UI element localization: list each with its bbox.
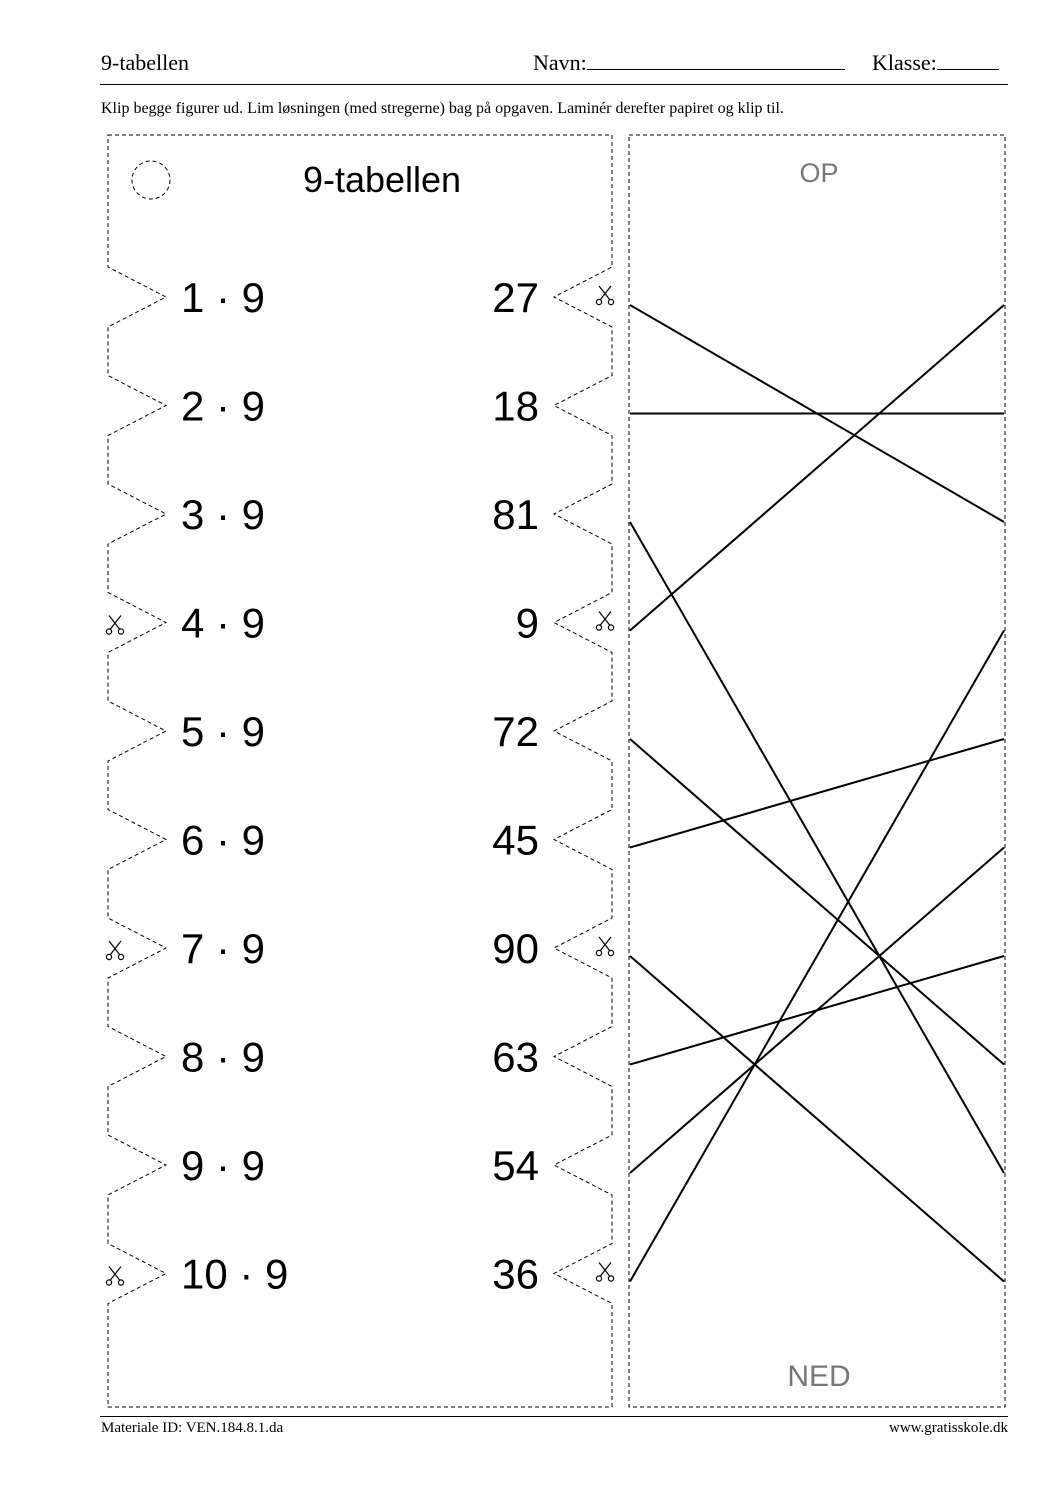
answer-item: 72 [492, 708, 539, 755]
problem-item: 6 · 9 [181, 816, 266, 864]
answer-item: 81 [492, 491, 539, 538]
problem-item: 2 · 9 [181, 382, 266, 430]
answer-item: 90 [492, 925, 539, 972]
problem-item: 5 · 9 [181, 708, 266, 755]
website-link[interactable]: www.gratisskole.dk [888, 1420, 1008, 1436]
solution-line [630, 848, 1004, 1174]
solution-line [630, 631, 1004, 1282]
solution-line [630, 739, 1004, 1065]
answer-item: 9 [515, 599, 539, 647]
problem-list [181, 274, 288, 1298]
card-title: 9-tabellen [302, 159, 462, 200]
page-title: 9-tabellen [101, 50, 189, 75]
scissors-icon [106, 616, 123, 635]
scissors-icon [106, 1267, 123, 1286]
left-card [106, 135, 613, 1407]
class-label: Klasse: [872, 50, 937, 75]
problem-item: 3 · 9 [181, 491, 266, 538]
problem-item: 7 · 9 [181, 925, 266, 972]
answer-item: 54 [492, 1142, 539, 1189]
scissors-icon [596, 286, 613, 305]
solution-line [630, 739, 1004, 848]
problem-item: 1 · 9 [181, 274, 266, 321]
scissors-icon [596, 612, 613, 631]
answer-item: 27 [492, 274, 539, 321]
bottom-label: NED [787, 1360, 851, 1393]
answer-item: 45 [492, 816, 539, 864]
scissors-icon [596, 1263, 613, 1282]
solution-line [630, 956, 1004, 1282]
problem-item: 9 · 9 [181, 1142, 266, 1189]
instructions: Klip begge figurer ud. Lim løsningen (med stregerne) bag på opgaven. Laminér derefter papiret og klip til. [101, 100, 784, 117]
answer-item: 18 [492, 382, 539, 430]
left-card-outline [108, 135, 612, 1407]
top-label: OP [799, 158, 839, 188]
problem-item: 10 · 9 [181, 1250, 289, 1298]
name-label: Navn: [533, 50, 587, 75]
scissor-marks [106, 286, 613, 1285]
right-card [629, 135, 1005, 1407]
solution-line [630, 522, 1004, 1173]
scissors-icon [596, 937, 613, 956]
answer-item: 63 [492, 1033, 539, 1081]
footer-rule [100, 1416, 1008, 1417]
right-card-outline [629, 135, 1005, 1407]
problem-item: 4 · 9 [181, 599, 266, 647]
solution-lines [630, 305, 1004, 1282]
solution-line [630, 305, 1004, 631]
answer-item: 36 [492, 1250, 539, 1298]
material-id: Materiale ID: VEN.184.8.1.da [101, 1420, 284, 1436]
scissors-icon [106, 941, 123, 960]
punch-hole-icon [132, 161, 170, 199]
problem-item: 8 · 9 [181, 1033, 266, 1081]
answer-list [492, 274, 539, 1298]
